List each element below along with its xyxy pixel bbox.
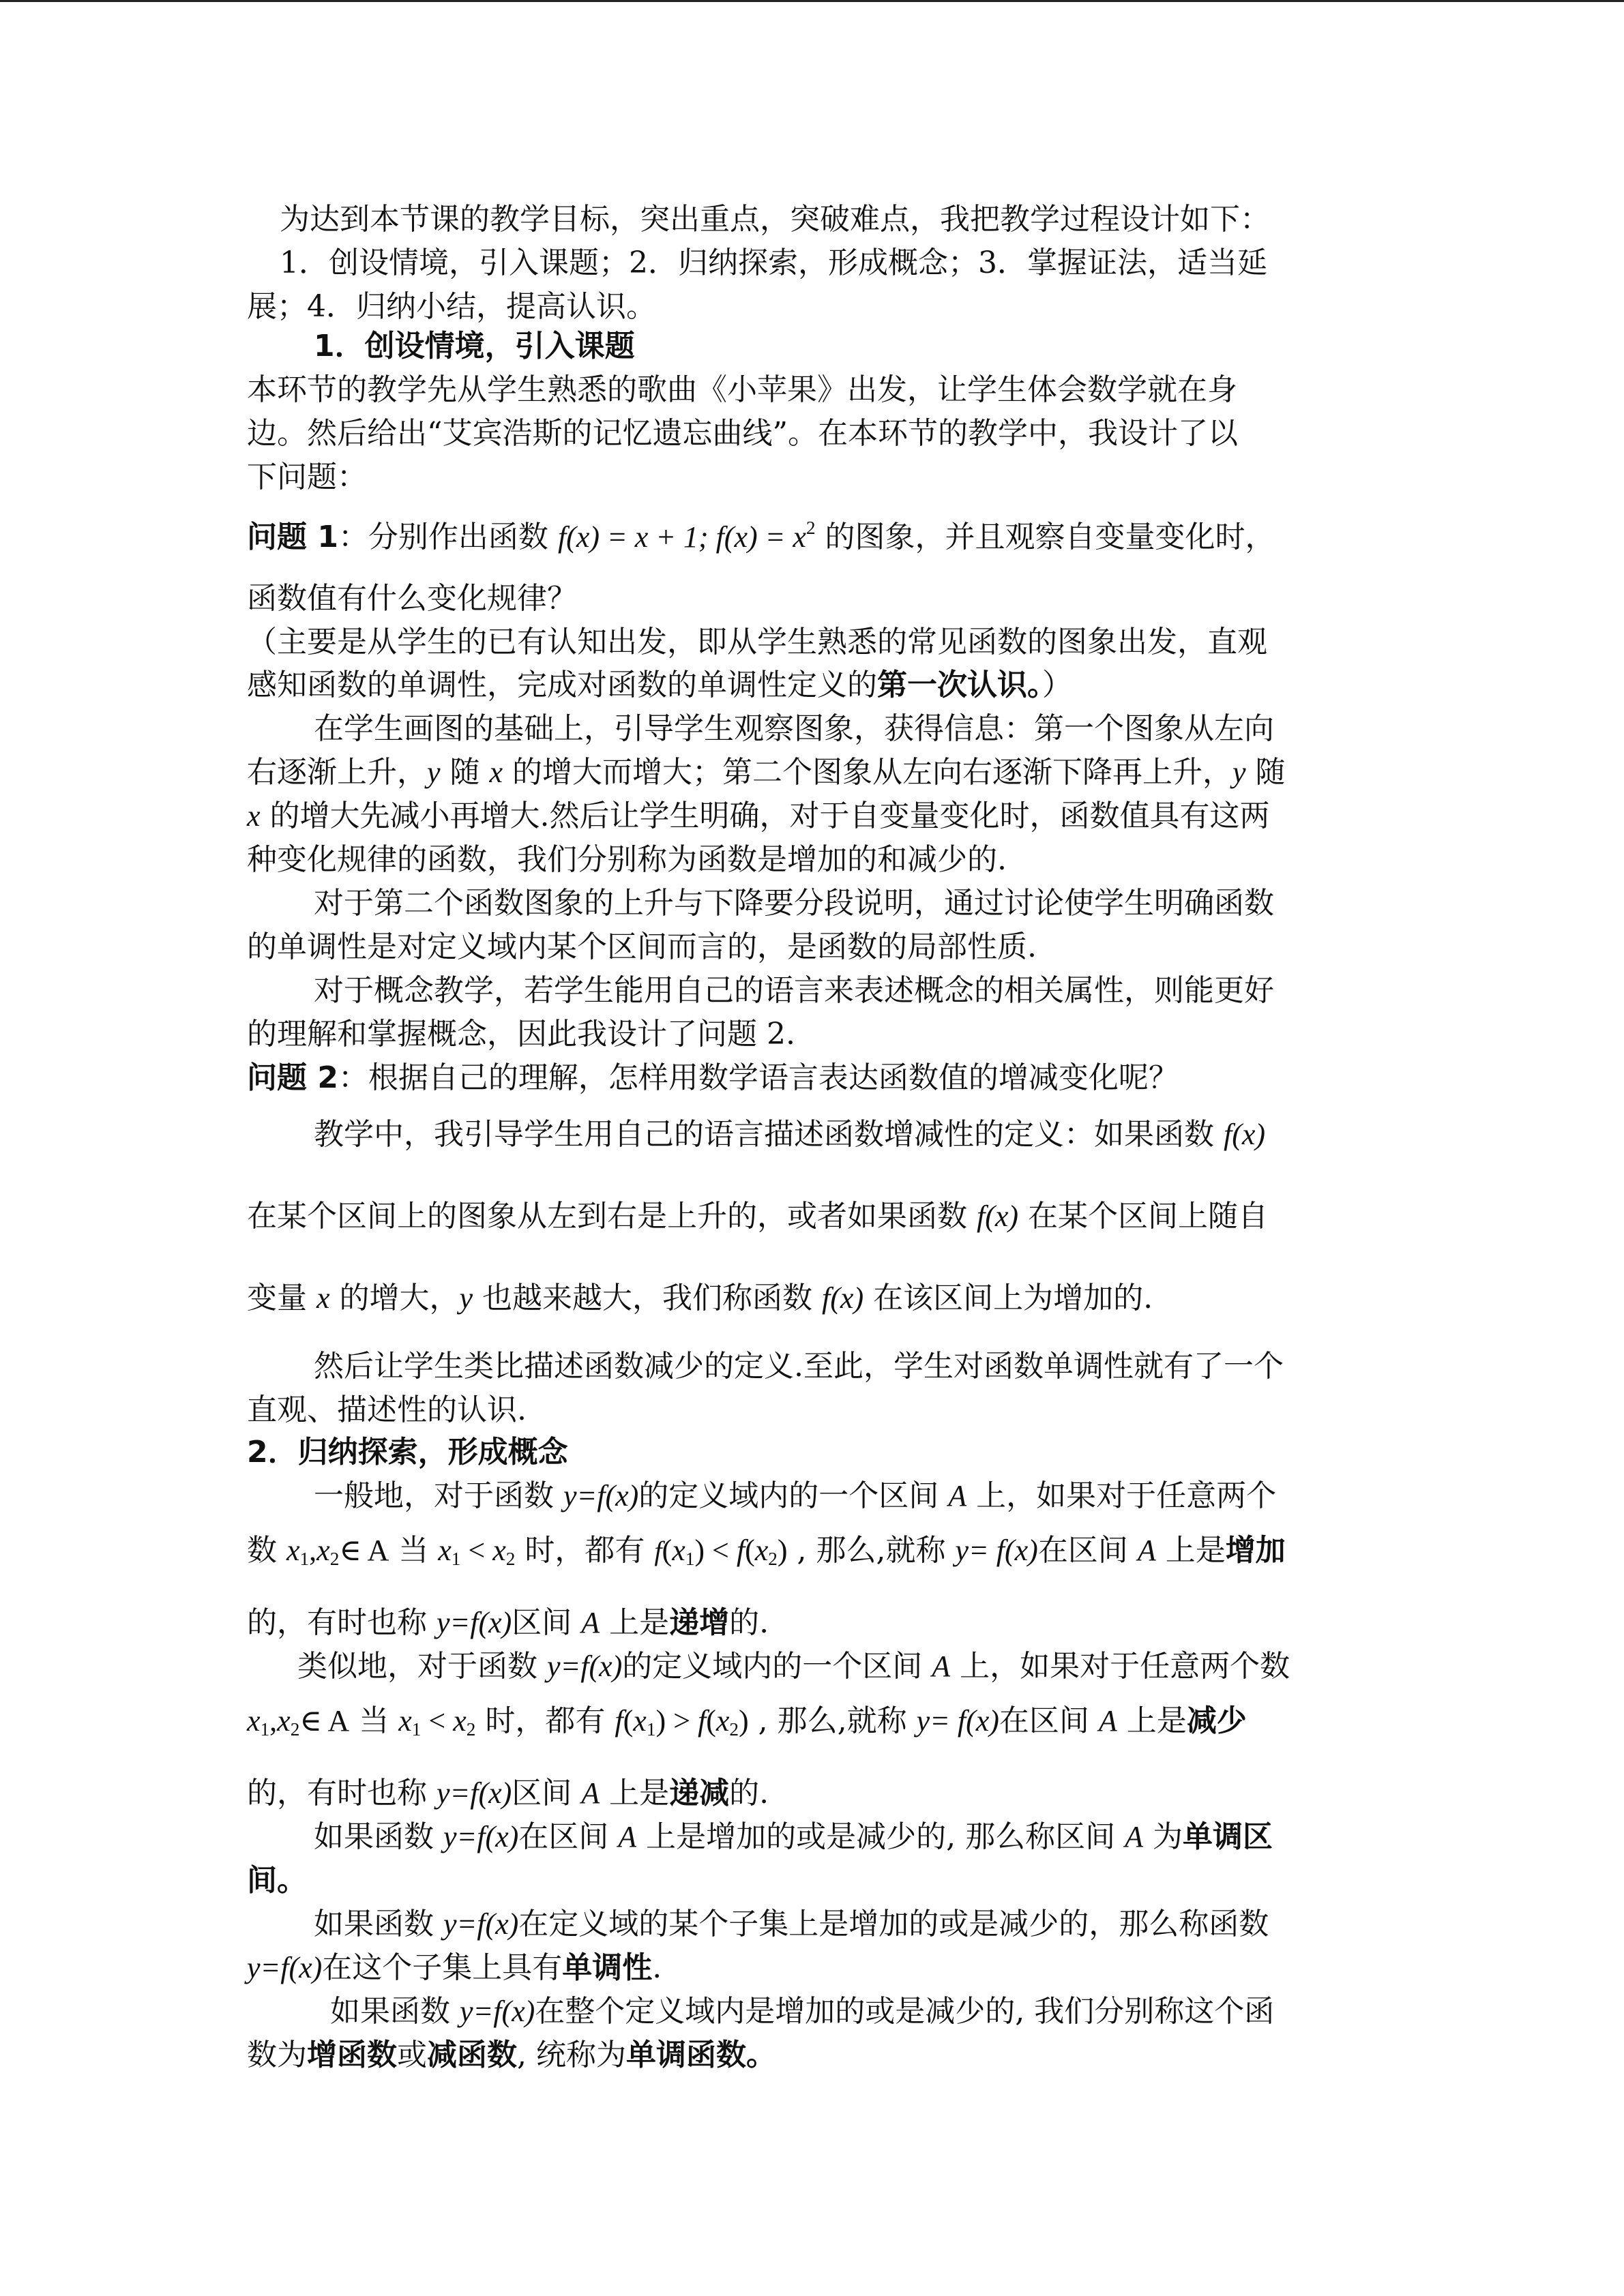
less-than: < [705, 1534, 737, 1567]
text: 的增大而增大；第二个图象从左向右逐渐下降再上升， [503, 755, 1233, 790]
emphasis: 第一次认识。 [877, 668, 1042, 702]
text: 的. [729, 1605, 769, 1640]
note-line-1: （主要是从学生的已有认知出发，即从学生熟悉的常见函数的图象出发，直观 [247, 625, 1267, 659]
def3-line-1 [314, 1819, 1273, 1854]
text: 也越来越大，我们称函数 [473, 1281, 823, 1315]
formula-yfx: y=f(x) [563, 1479, 639, 1512]
text: , [269, 1704, 278, 1738]
def5-line-1 [330, 1994, 1275, 2029]
top-border [0, 0, 1624, 2]
subscript: 1 [411, 1718, 422, 1740]
def2-line-2: $x_1,x_2\in$ A 当 $x_1 < x_2$ 时，都有 $f(x_1) > f(x_2)$ , 那么,就称 y= f(x)在区间 A 上是减少 [247, 1703, 1247, 1740]
exponent: 2 [806, 517, 816, 538]
text: 上是 [1117, 1703, 1187, 1738]
question-1-line-2: 函数值有什么变化规律？ [247, 581, 577, 616]
subscript: 1 [299, 1548, 310, 1569]
def1-line-3 [247, 1605, 769, 1640]
section-heading-2: 2．归纳探索，形成概念 [247, 1435, 568, 1470]
para6-line-1: 然后让学生类比描述函数减少的定义.至此，学生对函数单调性就有了一个 [314, 1349, 1284, 1384]
formula-f2: f(x) = x [715, 520, 806, 554]
subscript: 2 [466, 1718, 476, 1740]
text: 的，有时也称 [247, 1605, 437, 1640]
term-strictly-increasing: 递增 [669, 1605, 730, 1640]
var-A: A [581, 1776, 600, 1810]
text: 数为 [247, 2038, 307, 2072]
formula-yfx: y=f(x) [460, 1995, 535, 2028]
para1-line-3: 下问题： [247, 460, 367, 494]
var-x: x [277, 1704, 291, 1738]
text: , [787, 1533, 807, 1568]
def2-line-3 [247, 1778, 769, 1808]
set-A: ∈ A [299, 1704, 350, 1738]
term-increasing-function: 增函数 [307, 2038, 397, 2072]
text: 区间 [512, 1776, 582, 1810]
var-A: A [948, 1479, 967, 1512]
text: 或 [397, 2038, 427, 2072]
text: 的定义域内的一个区间 [622, 1649, 932, 1684]
term-monotonic-interval: 单调区 [1183, 1819, 1273, 1854]
para4-line-2: 的理解和掌握概念，因此我设计了问题 2. [247, 1017, 795, 1052]
para4-line-1: 对于概念教学，若学生能用自己的语言来表述概念的相关属性，则能更好 [314, 973, 1274, 1008]
formula-yfx: y=f(x) [443, 1907, 519, 1941]
formula-yfx: y= f(x) [916, 1704, 999, 1738]
text: 变量 [247, 1281, 316, 1315]
text: 的增大， [329, 1281, 460, 1315]
para3-line-1: 对于第二个函数图象的上升与下降要分段说明，通过讨论使学生明确函数 [314, 886, 1274, 921]
subscript: 2 [768, 1548, 778, 1569]
formula-yfx: y=f(x) [443, 1820, 519, 1853]
text: 上，如果对于任意两个数 [950, 1649, 1290, 1684]
text: 当 [389, 1533, 439, 1568]
text: 一般地，对于函数 [314, 1478, 563, 1513]
text: 如果函数 [330, 1994, 460, 2029]
text: 上是 [1155, 1533, 1226, 1568]
text: 的增大先减小再增大.然后让学生明确，对于自变量变化时，函数值具有这两 [260, 799, 1270, 833]
subscript: 1 [451, 1548, 461, 1569]
def3-line-2: 间。 [247, 1863, 307, 1898]
var-x: x [286, 1534, 300, 1567]
var-x: x [247, 799, 261, 833]
var-x: x [453, 1704, 467, 1738]
var-x: x [754, 1534, 769, 1567]
var-x: x [492, 1534, 506, 1567]
term-increasing: 增加 [1225, 1533, 1286, 1568]
text: 随 [1245, 755, 1286, 790]
formula-yfx: y=f(x) [437, 1776, 512, 1810]
text: , [748, 1703, 768, 1738]
var-x: x [715, 1704, 730, 1738]
var-y: y [1232, 756, 1246, 789]
question-2-label: 问题 2 [247, 1060, 338, 1095]
formula-yfx: y=f(x) [547, 1650, 623, 1683]
text: , [309, 1534, 317, 1567]
text: , 统称为 [517, 2038, 626, 2072]
para2-line-1: 在学生画图的基础上，引导学生观察图象，获得信息：第一个图象从左向 [314, 711, 1274, 746]
text: 为 [1143, 1819, 1183, 1854]
var-A: A [1137, 1534, 1156, 1567]
text: 那么,就称 [777, 1703, 917, 1738]
text: 那么,就称 [816, 1533, 956, 1568]
less-than: < [421, 1704, 454, 1738]
text: 区间 [512, 1605, 582, 1640]
var-A: A [618, 1820, 637, 1853]
para2-line-4: 种变化规律的函数，我们分别称为函数是增加的和减少的. [247, 842, 1007, 877]
def1-line-2: 数 $x_1,x_2\in$ A 当 $x_1 < x_2$ 时，都有 $f(x_1) < f(x_2)$ , 那么,就称 y= f(x)在区间 A 上是增加 [247, 1533, 1286, 1569]
set-A: ∈ A [339, 1534, 389, 1567]
para2-line-2 [247, 755, 1286, 790]
text: 上，如果对于任意两个 [966, 1478, 1277, 1513]
greater-than: > [666, 1704, 698, 1738]
text: 上是增加的或是减少的, 那么称区间 [636, 1819, 1125, 1854]
text: 在该区间上为增加的. [863, 1281, 1153, 1315]
text: 时，都有 [515, 1533, 655, 1568]
term-strictly-decreasing: 递减 [669, 1776, 730, 1810]
subscript: 2 [329, 1548, 340, 1569]
formula-f1: f(x) = x + 1; [557, 520, 716, 554]
def2-line-1 [297, 1649, 1290, 1684]
var-x: x [247, 1704, 261, 1738]
var-x: x [672, 1534, 685, 1567]
var-x: x [398, 1704, 412, 1738]
term-monotonic-function: 单调函数。 [625, 2038, 776, 2072]
text: 在定义域的某个子集上是增加的或是减少的，那么称函数 [518, 1907, 1269, 1941]
text: 上是 [600, 1605, 670, 1640]
term-decreasing: 减少 [1186, 1703, 1247, 1738]
var-A: A [1098, 1704, 1117, 1738]
question-1-line-1 [247, 517, 1275, 554]
var-A: A [932, 1650, 951, 1683]
section-heading-1: 1．创设情境，引入课题 [314, 329, 635, 363]
text: 教学中，我引导学生用自己的语言描述函数增减性的定义：如果函数 [314, 1117, 1224, 1152]
text: 的，有时也称 [247, 1776, 437, 1810]
text: 在某个区间上的图象从左到右是上升的，或者如果函数 [247, 1199, 977, 1234]
note-line-2 [247, 670, 1072, 700]
para5-line-1 [314, 1117, 1266, 1152]
para5-line-3 [247, 1283, 1153, 1313]
text: 在某个区间上随自 [1018, 1199, 1269, 1234]
text: 的定义域内的一个区间 [638, 1478, 949, 1513]
steps-line-1: 1．创设情境，引入课题；2．归纳探索，形成概念；3．掌握证法，适当延 [280, 245, 1267, 280]
text: 在整个定义域内是增加的或是减少的, 我们分别称这个函 [535, 1994, 1275, 2029]
text: 数 [247, 1533, 286, 1568]
less-than: < [460, 1534, 493, 1567]
formula-fx: f(x) [1223, 1118, 1266, 1151]
var-x: x [316, 1534, 330, 1567]
var-A: A [1125, 1820, 1144, 1853]
steps-line-2: 展；4．归纳小结，提高认识。 [247, 289, 656, 324]
def4-line-2 [247, 1950, 662, 1985]
text: ：根据自己的理解，怎样用数学语言表达函数值的增减变化呢？ [338, 1060, 1179, 1095]
text: 如果函数 [314, 1907, 443, 1941]
var-y: y [427, 756, 441, 789]
text: 随 [440, 755, 490, 790]
text: 的图象，并且观察自变量变化时， [815, 520, 1275, 554]
term-decreasing-function: 减函数 [427, 2038, 517, 2072]
question-1-label: 问题 1 [247, 520, 338, 554]
text: 右逐渐上升， [247, 755, 427, 790]
text: 的. [729, 1776, 769, 1810]
intro-paragraph: 为达到本节课的教学目标，突出重点，突破难点，我把教学过程设计如下： [280, 202, 1270, 237]
para6-line-2: 直观、描述性的认识. [247, 1392, 527, 1427]
subscript: 2 [729, 1718, 739, 1740]
text: 感知函数的单调性，完成对函数的单调性定义的 [247, 668, 877, 702]
formula-yfx: y= f(x) [955, 1534, 1038, 1567]
var-y: y [459, 1281, 473, 1315]
text: 在这个子集上具有 [322, 1950, 563, 1985]
subscript: 1 [646, 1718, 656, 1740]
formula-fx: f(x) [822, 1281, 864, 1315]
var-x: x [438, 1534, 452, 1567]
var-x: x [316, 1281, 330, 1315]
text: 在区间 [1037, 1533, 1138, 1568]
term-monotonicity: 单调性 [562, 1950, 653, 1985]
text: 当 [349, 1703, 399, 1738]
subscript: 1 [685, 1548, 695, 1569]
para5-line-2 [247, 1199, 1269, 1234]
subscript: 2 [505, 1548, 516, 1569]
var-A: A [581, 1606, 600, 1639]
def4-line-1 [314, 1909, 1269, 1939]
para1-line-2: 边。然后给出“艾宾浩斯的记忆遗忘曲线”。在本环节的教学中，我设计了以 [247, 416, 1238, 451]
question-2 [247, 1060, 1179, 1095]
text: . [652, 1950, 662, 1985]
para2-line-3 [247, 801, 1270, 831]
formula-yfx: y=f(x) [437, 1606, 512, 1639]
def1-line-1 [314, 1478, 1277, 1513]
def5-line-2 [247, 2040, 776, 2070]
para1-line-1: 本环节的教学先从学生熟悉的歌曲《小苹果》出发，让学生体会数学就在身 [247, 372, 1237, 407]
text: 在区间 [999, 1703, 1099, 1738]
text: 如果函数 [314, 1819, 443, 1854]
formula-fx: f(x) [976, 1199, 1019, 1233]
text: 时，都有 [475, 1703, 615, 1738]
subscript: 2 [290, 1718, 300, 1740]
text: ） [1042, 668, 1072, 702]
formula-yfx: y=f(x) [247, 1951, 323, 1984]
para3-line-2: 的单调性是对定义域内某个区间而言的，是函数的局部性质. [247, 929, 1037, 964]
var-x: x [489, 756, 503, 789]
text: 上是 [600, 1776, 670, 1810]
text: 在区间 [518, 1819, 619, 1854]
var-x: x [633, 1704, 647, 1738]
subscript: 1 [260, 1718, 270, 1740]
text: ：分别作出函数 [338, 520, 558, 554]
text: 类似地，对于函数 [297, 1649, 547, 1684]
